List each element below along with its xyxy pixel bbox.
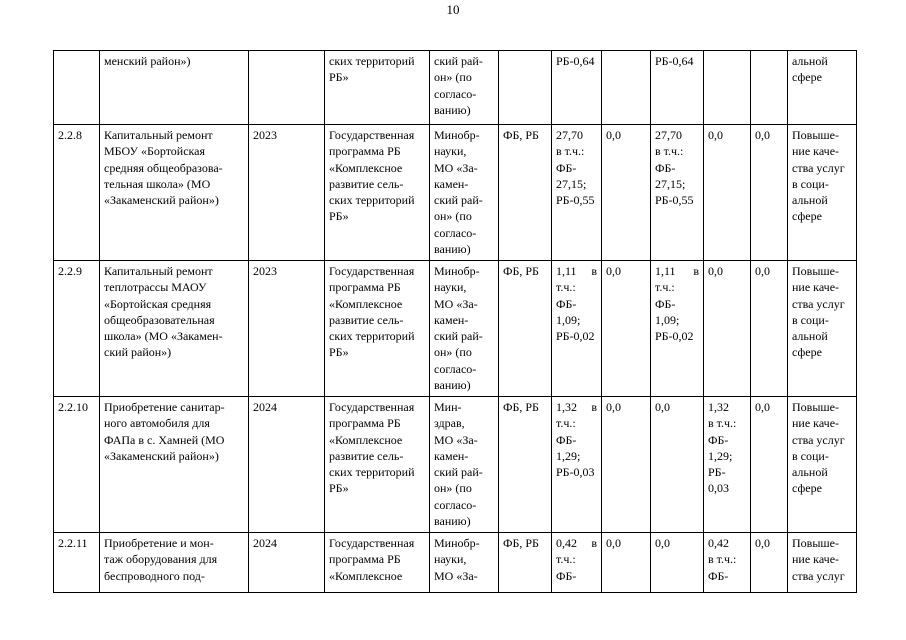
cell-line: 1,11 в bbox=[556, 264, 597, 278]
cell-line: альной bbox=[792, 465, 828, 480]
cell-line: он» (по bbox=[434, 345, 472, 360]
cell-line: 0,0 bbox=[708, 264, 723, 278]
cell-line: ФБ- bbox=[556, 432, 577, 447]
cell-amount-d bbox=[751, 51, 788, 125]
cell-line: таж оборудования для bbox=[104, 552, 218, 567]
cell-number: 2.2.10 bbox=[54, 397, 100, 533]
cell-line: развитие сель- bbox=[329, 312, 404, 327]
cell-total bbox=[552, 397, 602, 533]
cell-line: науки, bbox=[434, 552, 467, 567]
cell-line: ванию) bbox=[434, 242, 471, 257]
cell-line: РБ- bbox=[708, 465, 726, 480]
cell-line: согласо- bbox=[434, 225, 477, 240]
cell-line: в т.ч.: bbox=[708, 552, 737, 567]
cell-year: 2024 bbox=[249, 533, 325, 593]
cell-measure-name bbox=[100, 261, 249, 397]
cell-line: ФБ- bbox=[708, 432, 729, 447]
cell-line: «Закаменский район») bbox=[104, 193, 219, 208]
cell-line: 1,29; bbox=[556, 448, 581, 463]
cell-line: 1,32 bbox=[708, 400, 729, 414]
cell-executor bbox=[430, 51, 499, 125]
cell-line: сфере bbox=[792, 481, 822, 496]
program-table bbox=[53, 50, 857, 593]
cell-line: 1,29; bbox=[708, 448, 733, 463]
cell-funding-source: ФБ, РБ bbox=[499, 261, 552, 397]
cell-program bbox=[325, 125, 430, 261]
cell-line: МО «За- bbox=[434, 568, 478, 583]
cell-line: РБ» bbox=[329, 481, 349, 496]
cell-line: теплотрассы МАОУ bbox=[104, 280, 207, 295]
cell-line: РБ» bbox=[329, 345, 349, 360]
cell-line: камен- bbox=[434, 312, 469, 327]
cell-measure-name bbox=[100, 397, 249, 533]
cell-line: ства услуг bbox=[792, 568, 845, 583]
cell-line: Минобр- bbox=[434, 264, 480, 278]
cell-amount-b bbox=[651, 51, 704, 125]
cell-line: 1,09; bbox=[556, 312, 581, 327]
cell-amount-c bbox=[704, 125, 751, 261]
cell-program bbox=[325, 51, 430, 125]
cell-line: ских территорий bbox=[329, 465, 415, 480]
cell-funding-source bbox=[499, 51, 552, 125]
cell-line: 0,03 bbox=[708, 481, 729, 496]
cell-line: Повыше- bbox=[792, 264, 839, 278]
cell-line: в т.ч.: bbox=[655, 144, 684, 159]
cell-line: альной bbox=[792, 329, 828, 344]
cell-line: в т.ч.: bbox=[556, 144, 585, 159]
cell-line: ский рай- bbox=[434, 465, 483, 480]
cell-amount-a: 0,0 bbox=[602, 533, 651, 593]
cell-line: 27,15; bbox=[655, 176, 686, 191]
cell-year: 2023 bbox=[249, 125, 325, 261]
cell-line: науки, bbox=[434, 280, 467, 295]
cell-line: 27,70 bbox=[556, 128, 583, 142]
cell-total bbox=[552, 51, 602, 125]
cell-line: ский рай- bbox=[434, 329, 483, 344]
cell-line: ФБ- bbox=[655, 160, 676, 175]
cell-funding-source: ФБ, РБ bbox=[499, 125, 552, 261]
table-row bbox=[54, 51, 857, 125]
cell-line: МО «За- bbox=[434, 160, 478, 175]
cell-line: Мин- bbox=[434, 400, 462, 414]
cell-line: Повыше- bbox=[792, 128, 839, 142]
table-row bbox=[54, 533, 857, 593]
cell-line: РБ-0,64 bbox=[556, 54, 595, 68]
cell-line: здрав, bbox=[434, 416, 465, 431]
cell-line: т.ч.: bbox=[556, 416, 576, 431]
cell-year bbox=[249, 51, 325, 125]
cell-line: Повыше- bbox=[792, 536, 839, 550]
cell-line: в соци- bbox=[792, 312, 829, 327]
cell-line: в соци- bbox=[792, 448, 829, 463]
cell-number bbox=[54, 51, 100, 125]
cell-amount-a: 0,0 bbox=[602, 397, 651, 533]
cell-amount-d: 0,0 bbox=[751, 125, 788, 261]
cell-executor bbox=[430, 125, 499, 261]
cell-executor bbox=[430, 397, 499, 533]
cell-funding-source: ФБ, РБ bbox=[499, 533, 552, 593]
cell-measure-name bbox=[100, 51, 249, 125]
cell-line: ванию) bbox=[434, 514, 471, 529]
cell-line: ства услуг bbox=[792, 432, 845, 447]
cell-result bbox=[788, 533, 857, 593]
cell-amount-a: 0,0 bbox=[602, 125, 651, 261]
cell-line: сфере bbox=[792, 70, 822, 85]
cell-line: Государственная bbox=[329, 400, 415, 414]
cell-line: он» (по bbox=[434, 70, 472, 85]
cell-line: ФБ- bbox=[556, 568, 577, 583]
table-row bbox=[54, 397, 857, 533]
cell-result bbox=[788, 397, 857, 533]
cell-amount-c bbox=[704, 51, 751, 125]
cell-year: 2023 bbox=[249, 261, 325, 397]
cell-result bbox=[788, 261, 857, 397]
cell-line: РБ» bbox=[329, 209, 349, 224]
cell-line: 0,42 bbox=[708, 536, 729, 550]
cell-funding-source: ФБ, РБ bbox=[499, 397, 552, 533]
cell-line: сфере bbox=[792, 345, 822, 360]
cell-line: ских территорий bbox=[329, 54, 415, 68]
cell-line: 27,15; bbox=[556, 176, 587, 191]
cell-amount-c bbox=[704, 261, 751, 397]
cell-line: он» (по bbox=[434, 209, 472, 224]
cell-measure-name bbox=[100, 125, 249, 261]
cell-number: 2.2.11 bbox=[54, 533, 100, 593]
cell-line: ние каче- bbox=[792, 552, 840, 567]
cell-line: в соци- bbox=[792, 176, 829, 191]
cell-line: программа РБ bbox=[329, 552, 401, 567]
cell-line: РБ-0,55 bbox=[655, 193, 694, 208]
cell-amount-a: 0,0 bbox=[602, 261, 651, 397]
cell-line: развитие сель- bbox=[329, 448, 404, 463]
cell-line: РБ-0,02 bbox=[556, 329, 595, 344]
cell-line: ский район») bbox=[104, 345, 172, 360]
cell-line: ФБ- bbox=[708, 568, 729, 583]
cell-line: «Комплексное bbox=[329, 296, 403, 311]
cell-line: программа РБ bbox=[329, 144, 401, 159]
cell-line: ФБ- bbox=[655, 296, 676, 311]
cell-line: РБ-0,55 bbox=[556, 193, 595, 208]
cell-line: МБОУ «Бортойская bbox=[104, 144, 206, 159]
cell-line: ФАПа в с. Хамней (МО bbox=[104, 432, 225, 447]
cell-line: т.ч.: bbox=[655, 280, 675, 295]
cell-line: ский рай- bbox=[434, 193, 483, 208]
cell-line: ванию) bbox=[434, 102, 471, 117]
cell-line: сфере bbox=[792, 209, 822, 224]
cell-line: согласо- bbox=[434, 361, 477, 376]
cell-line: альной bbox=[792, 54, 828, 68]
cell-total bbox=[552, 533, 602, 593]
cell-program bbox=[325, 397, 430, 533]
cell-line: 0,42 в bbox=[556, 536, 597, 550]
cell-result bbox=[788, 125, 857, 261]
cell-line: 1,09; bbox=[655, 312, 680, 327]
cell-line: 1,32 в bbox=[556, 400, 597, 414]
cell-line: 0,0 bbox=[655, 536, 670, 550]
cell-line: в т.ч.: bbox=[708, 416, 737, 431]
cell-line: Приобретение и мон- bbox=[104, 536, 214, 550]
cell-line: Государственная bbox=[329, 128, 415, 142]
cell-line: ФБ- bbox=[556, 160, 577, 175]
cell-line: Минобр- bbox=[434, 536, 480, 550]
cell-line: 0,0 bbox=[708, 128, 723, 142]
cell-number: 2.2.8 bbox=[54, 125, 100, 261]
cell-line: «Закаменский район») bbox=[104, 448, 219, 463]
cell-line: согласо- bbox=[434, 497, 477, 512]
table-body bbox=[54, 51, 857, 593]
cell-line: ства услуг bbox=[792, 296, 845, 311]
cell-line: «Комплексное bbox=[329, 160, 403, 175]
cell-program bbox=[325, 533, 430, 593]
cell-amount-b bbox=[651, 533, 704, 593]
cell-line: ние каче- bbox=[792, 280, 840, 295]
cell-line: программа РБ bbox=[329, 416, 401, 431]
cell-line: камен- bbox=[434, 448, 469, 463]
cell-line: программа РБ bbox=[329, 280, 401, 295]
cell-line: школа» (МО «Закамен- bbox=[104, 329, 223, 344]
cell-total bbox=[552, 125, 602, 261]
cell-amount-b bbox=[651, 125, 704, 261]
cell-amount-d: 0,0 bbox=[751, 533, 788, 593]
cell-line: РБ» bbox=[329, 70, 349, 85]
cell-line: ФБ- bbox=[556, 296, 577, 311]
cell-number: 2.2.9 bbox=[54, 261, 100, 397]
page-number: 10 bbox=[446, 2, 460, 17]
cell-program bbox=[325, 261, 430, 397]
cell-line: РБ-0,64 bbox=[655, 54, 694, 68]
cell-line: 1,11 в bbox=[655, 264, 699, 278]
cell-amount-b bbox=[651, 261, 704, 397]
cell-line: согласо- bbox=[434, 86, 477, 101]
cell-line: т.ч.: bbox=[556, 552, 576, 567]
cell-line: Приобретение санитар- bbox=[104, 400, 225, 414]
cell-line: Капитальный ремонт bbox=[104, 264, 213, 278]
cell-line: беспроводного под- bbox=[104, 568, 205, 583]
cell-line: ства услуг bbox=[792, 160, 845, 175]
cell-line: ванию) bbox=[434, 378, 471, 393]
cell-line: общеобразовательная bbox=[104, 312, 215, 327]
cell-amount-b bbox=[651, 397, 704, 533]
cell-line: ние каче- bbox=[792, 144, 840, 159]
cell-line: ного автомобиля для bbox=[104, 416, 210, 431]
cell-line: он» (по bbox=[434, 481, 472, 496]
cell-executor bbox=[430, 261, 499, 397]
cell-line: т.ч.: bbox=[556, 280, 576, 295]
cell-amount-d: 0,0 bbox=[751, 261, 788, 397]
cell-line: «Бортойская средняя bbox=[104, 296, 212, 311]
cell-line: ских территорий bbox=[329, 329, 415, 344]
table-row bbox=[54, 261, 857, 397]
cell-line: Государственная bbox=[329, 536, 415, 550]
cell-line: средняя общеобразова- bbox=[104, 160, 223, 175]
cell-line: науки, bbox=[434, 144, 467, 159]
cell-line: Минобр- bbox=[434, 128, 480, 142]
cell-line: «Комплексное bbox=[329, 432, 403, 447]
cell-line: РБ-0,02 bbox=[655, 329, 694, 344]
cell-measure-name bbox=[100, 533, 249, 593]
cell-line: МО «За- bbox=[434, 296, 478, 311]
cell-line: тельная школа» (МО bbox=[104, 176, 211, 191]
cell-line: менский район») bbox=[104, 54, 191, 68]
cell-line: 27,70 bbox=[655, 128, 682, 142]
cell-executor bbox=[430, 533, 499, 593]
cell-line: альной bbox=[792, 193, 828, 208]
cell-amount-c bbox=[704, 533, 751, 593]
cell-total bbox=[552, 261, 602, 397]
cell-line: РБ-0,03 bbox=[556, 465, 595, 480]
cell-line: ский рай- bbox=[434, 54, 483, 68]
cell-line: «Комплексное bbox=[329, 568, 403, 583]
cell-amount-a bbox=[602, 51, 651, 125]
cell-result bbox=[788, 51, 857, 125]
cell-line: Капитальный ремонт bbox=[104, 128, 213, 142]
cell-amount-c bbox=[704, 397, 751, 533]
cell-line: камен- bbox=[434, 176, 469, 191]
cell-line: МО «За- bbox=[434, 432, 478, 447]
cell-line: Государственная bbox=[329, 264, 415, 278]
cell-amount-d: 0,0 bbox=[751, 397, 788, 533]
cell-line: ских территорий bbox=[329, 193, 415, 208]
table-row bbox=[54, 125, 857, 261]
cell-year: 2024 bbox=[249, 397, 325, 533]
cell-line: 0,0 bbox=[655, 400, 670, 414]
cell-line: ние каче- bbox=[792, 416, 840, 431]
cell-line: развитие сель- bbox=[329, 176, 404, 191]
cell-line: Повыше- bbox=[792, 400, 839, 414]
